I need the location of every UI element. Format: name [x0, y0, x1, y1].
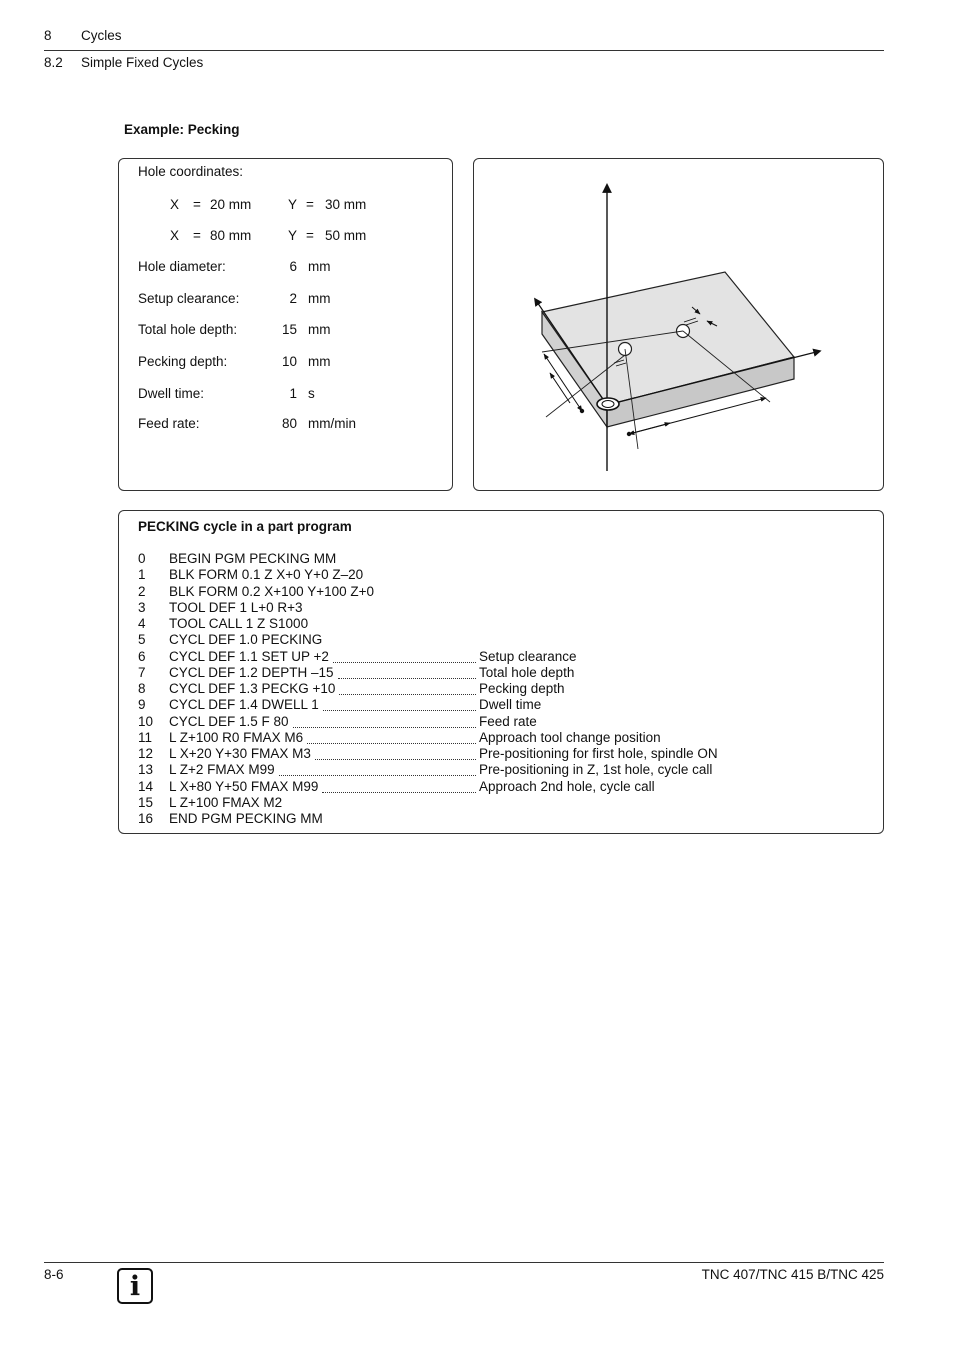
coord-x-value: 80 mm	[210, 228, 252, 243]
line-command: L Z+2 FMAX M99	[169, 762, 275, 778]
info-icon-glyph: i	[129, 1271, 141, 1302]
dot-leader	[333, 649, 476, 663]
line-comment: Dwell time	[479, 697, 542, 713]
line-command: CYCL DEF 1.1 SET UP +2	[169, 648, 329, 664]
dot-leader	[307, 730, 476, 744]
dimension-dot	[627, 432, 631, 436]
param-label: Dwell time:	[138, 386, 205, 401]
line-number: 0	[138, 551, 146, 566]
line-number: 13	[138, 762, 154, 778]
dot-leader	[315, 746, 476, 760]
dot-leader	[323, 697, 476, 711]
parameters-box	[118, 158, 453, 491]
line-command: CYCL DEF 1.2 DEPTH –15	[169, 664, 334, 680]
dot-leader	[293, 714, 476, 728]
param-value: 1	[289, 386, 297, 401]
param-value: 15	[281, 322, 297, 337]
dimension-dot	[580, 409, 584, 413]
program-line	[138, 795, 838, 811]
coord-x-eq: =	[193, 197, 201, 212]
program-line	[138, 616, 838, 632]
line-command: CYCL DEF 1.0 PECKING	[169, 632, 323, 648]
section-number: 8.2	[44, 55, 63, 70]
line-command: BEGIN PGM PECKING MM	[169, 551, 337, 566]
program-line	[138, 632, 838, 648]
coord-x-value: 20 mm	[210, 197, 252, 212]
program-line	[138, 551, 838, 567]
line-comment: Feed rate	[479, 713, 537, 729]
line-number: 4	[138, 616, 146, 631]
param-value: 6	[289, 259, 297, 274]
illustration-box	[473, 158, 884, 491]
line-number: 9	[138, 697, 146, 713]
program-line	[138, 681, 838, 697]
program-line	[138, 649, 838, 665]
param-value: 80	[281, 416, 297, 431]
line-number: 10	[138, 713, 154, 729]
coord-x-label: X	[170, 228, 180, 243]
info-icon	[117, 1268, 153, 1304]
section-title: Simple Fixed Cycles	[81, 55, 204, 70]
line-number: 16	[138, 811, 154, 826]
program-line	[138, 584, 838, 600]
line-comment: Pre-positioning for first hole, spindle ON	[479, 746, 718, 761]
product-name: TNC 407/TNC 415 B/TNC 425	[701, 1267, 884, 1282]
line-command: BLK FORM 0.2 X+100 Y+100 Z+0	[169, 583, 374, 599]
program-box	[118, 510, 884, 834]
line-command: TOOL CALL 1 Z S1000	[169, 616, 309, 631]
param-label: Hole diameter:	[138, 259, 226, 274]
coord-x-eq: =	[193, 228, 201, 243]
chapter-number: 8	[44, 28, 52, 43]
param-unit: mm	[308, 259, 331, 274]
program-line	[138, 567, 838, 583]
origin-marker	[597, 398, 619, 410]
line-number: 5	[138, 632, 146, 648]
line-command: L Z+100 FMAX M2	[169, 794, 283, 810]
param-unit: mm/min	[308, 416, 356, 431]
param-label: Total hole depth:	[138, 322, 238, 337]
line-number: 11	[138, 729, 153, 745]
line-number: 7	[138, 664, 146, 680]
line-command: END PGM PECKING MM	[169, 811, 323, 826]
coord-y-eq: =	[306, 197, 314, 212]
program-line	[138, 811, 838, 827]
param-label: Setup clearance:	[138, 291, 240, 306]
line-comment: Setup clearance	[479, 648, 577, 664]
line-comment: Pecking depth	[479, 681, 565, 696]
line-command: BLK FORM 0.1 Z X+0 Y+0 Z–20	[169, 567, 364, 583]
program-line	[138, 779, 838, 795]
line-comment: Pre-positioning in Z, 1st hole, cycle call	[479, 762, 713, 778]
line-number: 6	[138, 648, 146, 664]
hole-coordinates-label: Hole coordinates:	[138, 164, 244, 179]
workpiece-illustration	[474, 159, 885, 492]
dot-leader	[338, 665, 476, 679]
program-line	[138, 762, 838, 778]
example-heading: Example: Pecking	[124, 122, 240, 137]
param-value: 10	[281, 354, 297, 369]
coord-y-value: 30 mm	[325, 197, 367, 212]
dot-leader	[279, 762, 476, 776]
chapter-title: Cycles	[81, 28, 122, 43]
line-command: CYCL DEF 1.4 DWELL 1	[169, 697, 319, 713]
line-number: 12	[138, 746, 154, 761]
param-unit: mm	[308, 291, 331, 306]
line-number: 1	[138, 567, 146, 583]
program-line	[138, 730, 838, 746]
coord-y-label: Y	[288, 197, 298, 212]
coord-x-label: X	[170, 197, 180, 212]
line-command: L X+80 Y+50 FMAX M99	[169, 778, 319, 794]
program-line	[138, 665, 838, 681]
dot-leader	[322, 779, 476, 793]
param-unit: s	[308, 386, 315, 401]
line-comment: Approach tool change position	[479, 729, 661, 745]
line-comment: Approach 2nd hole, cycle call	[479, 778, 655, 794]
program-line	[138, 746, 838, 762]
line-comment: Total hole depth	[479, 664, 575, 680]
program-title: PECKING cycle in a part program	[138, 519, 352, 534]
line-command: L Z+100 R0 FMAX M6	[169, 729, 304, 745]
line-command: L X+20 Y+30 FMAX M3	[169, 746, 311, 761]
page-number: 8-6	[44, 1267, 64, 1282]
line-command: CYCL DEF 1.5 F 80	[169, 713, 289, 729]
line-number: 3	[138, 599, 146, 615]
footer-rule	[44, 1262, 884, 1263]
coord-y-eq: =	[306, 228, 314, 243]
param-value: 2	[289, 291, 297, 306]
line-command: TOOL DEF 1 L+0 R+3	[169, 599, 303, 615]
line-number: 14	[138, 778, 154, 794]
param-unit: mm	[308, 322, 331, 337]
coord-y-value: 50 mm	[325, 228, 367, 243]
program-line	[138, 714, 838, 730]
param-label: Feed rate:	[138, 416, 200, 431]
coord-y-label: Y	[288, 228, 298, 243]
line-command: CYCL DEF 1.3 PECKG +10	[169, 681, 336, 696]
dot-leader	[339, 681, 476, 695]
line-number: 2	[138, 583, 146, 599]
line-number: 8	[138, 681, 146, 696]
program-line	[138, 600, 838, 616]
param-label: Pecking depth:	[138, 354, 228, 369]
line-number: 15	[138, 794, 154, 810]
header-rule	[44, 50, 884, 51]
param-unit: mm	[308, 354, 331, 369]
program-line	[138, 697, 838, 713]
